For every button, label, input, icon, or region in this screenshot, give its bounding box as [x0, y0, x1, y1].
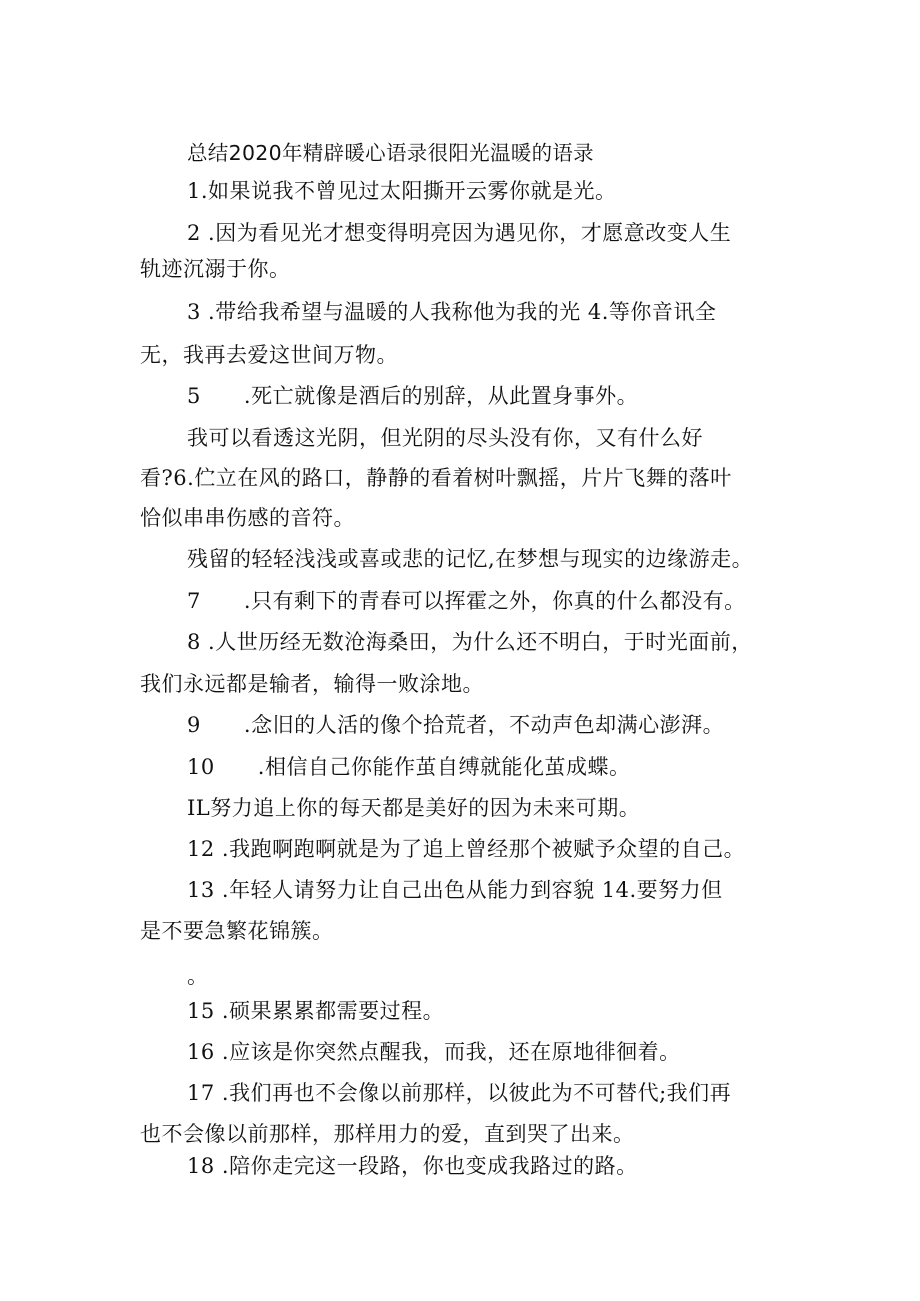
text-line: 8 .人世历经无数沧海桑田，为什么还不明白，于时光面前，	[187, 630, 753, 654]
text-line: 16 .应该是你突然点醒我，而我，还在原地徘徊着。	[187, 1040, 681, 1064]
text-line: 3 .带给我希望与温暖的人我称他为我的光 4.等你音讯全	[187, 300, 717, 324]
text-line: 12 .我跑啊跑啊就是为了追上曾经那个被赋予众望的自己。	[187, 837, 746, 861]
text-line: 9 .念旧的人活的像个拾荒者，不动声色却满心澎湃。	[187, 713, 725, 737]
document-title: 总结2020年精辟暖心语录很阳光温暖的语录	[187, 141, 594, 165]
text-line: 看?6.伫立在风的路口，静静的看着树叶飘摇，片片飞舞的落叶	[140, 466, 732, 490]
text-line: 我可以看透这光阴，但光阴的尽头没有你，又有什么好	[187, 426, 703, 450]
text-line: 7 .只有剩下的青春可以挥霍之外，你真的什么都没有。	[187, 589, 746, 613]
text-line: 。	[187, 964, 209, 988]
text-line: 是不要急繁花锦簇。	[140, 919, 334, 943]
text-line: 我们永远都是输者，输得一败涂地。	[140, 672, 484, 696]
text-line: 15 .硕果累累都需要过程。	[187, 999, 445, 1023]
text-line: 也不会像以前那样，那样用力的爱，直到哭了出来。	[140, 1122, 635, 1146]
text-line: 5 .死亡就像是酒后的别辞，从此置身事外。	[187, 384, 639, 408]
text-line: 18 .陪你走完这一段路，你也变成我路过的路。	[187, 1154, 638, 1178]
text-line: 10 .相信自己你能作茧自缚就能化茧成蝶。	[187, 755, 631, 779]
text-line: 2 .因为看见光才想变得明亮因为遇见你，才愿意改变人生	[187, 221, 732, 245]
text-line: 恰似串串伤感的音符。	[140, 506, 355, 530]
text-line: 无，我再去爱这世间万物。	[140, 343, 398, 367]
text-line: IL努力追上你的每天都是美好的因为未来可期。	[187, 796, 641, 820]
text-line: 轨迹沉溺于你。	[140, 257, 291, 281]
text-line: 13 .年轻人请努力让自己出色从能力到容貌 14.要努力但	[187, 878, 723, 902]
text-line: 残留的轻轻浅浅或喜或悲的记忆,在梦想与现实的边缘游走。	[187, 547, 754, 571]
text-line: 1.如果说我不曾见过太阳撕开云雾你就是光。	[187, 179, 617, 203]
text-line: 17 .我们再也不会像以前那样，以彼此为不可替代;我们再	[187, 1081, 732, 1105]
